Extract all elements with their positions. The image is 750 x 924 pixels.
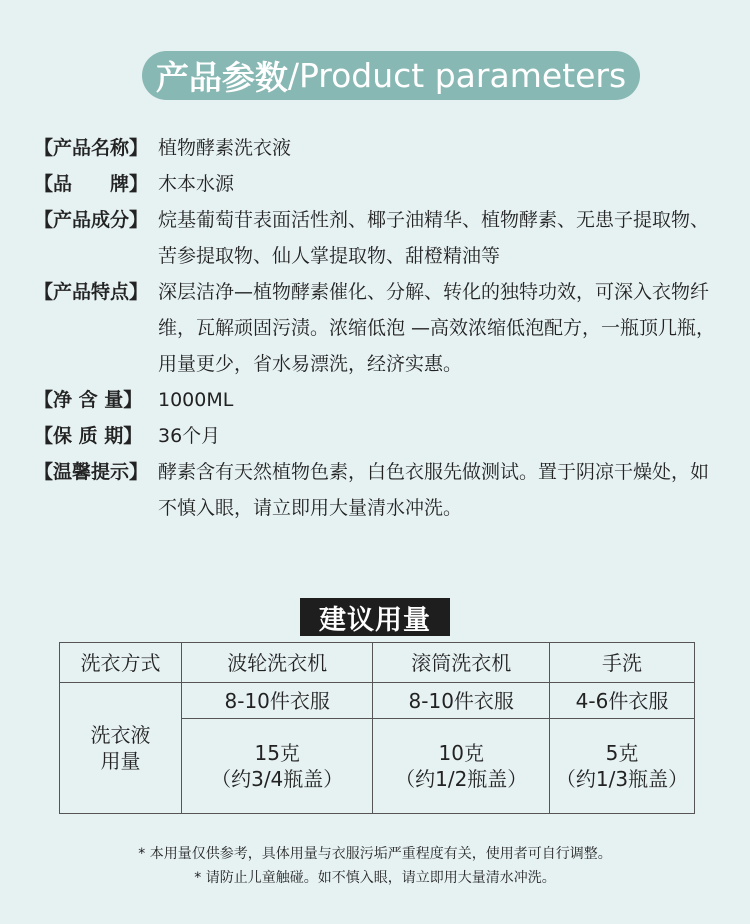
footnote: * 本用量仅供参考，具体用量与衣服污垢严重程度有关，使用者可自行调整。: [138, 846, 612, 862]
footnotes: [0, 842, 750, 890]
table-cell-amount: [181, 719, 372, 814]
param-label: 【保 质 期】: [34, 425, 143, 447]
table-cell-load: 8-10件衣服: [373, 683, 550, 719]
footnote: * 请防止儿童触碰。如不慎入眼，请立即用大量清水冲洗。: [194, 870, 556, 886]
table-header-cell: 波轮洗衣机: [181, 643, 372, 683]
table-row-loads: [60, 683, 695, 719]
table-cell-load: 4-6件衣服: [550, 683, 695, 719]
param-label: 【温馨提示】: [34, 461, 149, 483]
param-label: 【产品特点】: [34, 281, 149, 303]
usage-table: [59, 642, 695, 814]
param-value: 酵素含有天然植物色素，白色衣服先做测试。置于阴凉干燥处，如不慎入眼，请立即用大量清水冲洗。: [158, 461, 710, 519]
amount-caps: （约1/2瓶盖）: [395, 767, 528, 791]
section-title-product-parameters: [142, 51, 640, 100]
table-cell-amount: [550, 719, 695, 814]
param-value: 36个月: [158, 425, 221, 447]
table-cell-load: 8-10件衣服: [181, 683, 372, 719]
param-row-tips: [34, 454, 724, 526]
amount-value: 10克: [438, 741, 484, 765]
amount-caps: （约1/3瓶盖）: [555, 767, 689, 791]
amount-value: 5克: [605, 741, 639, 765]
param-label: 【净 含 量】: [34, 389, 143, 411]
table-header-cell: 手洗: [550, 643, 695, 683]
param-value: 木本水源: [158, 173, 235, 195]
param-row-name: [34, 130, 724, 166]
table-header-cell: 滚筒洗衣机: [373, 643, 550, 683]
param-value: 植物酵素洗衣液: [158, 137, 292, 159]
parameters-list: [34, 130, 724, 526]
row-label-line: 用量: [100, 749, 141, 773]
param-value: 1000ML: [158, 389, 234, 411]
param-row-shelf-life: [34, 418, 724, 454]
amount-value: 15克: [254, 741, 300, 765]
usage-heading: 建议用量: [300, 598, 450, 636]
row-label-cell: [60, 683, 182, 814]
table-cell-amount: [373, 719, 550, 814]
title-cn: 产品参数: [155, 58, 288, 97]
param-value: 深层洁净—植物酵素催化、分解、转化的独特功效，可深入衣物纤维，瓦解顽固污渍。浓缩低泡 —高效浓缩低泡配方，一瓶顶几瓶，用量更少，省水易漂洗，经济实惠。: [158, 281, 716, 375]
param-label: 【产品成分】: [34, 209, 149, 231]
amount-caps: （约3/4瓶盖）: [211, 767, 344, 791]
param-row-brand: [34, 166, 724, 202]
param-row-ingredients: [34, 202, 724, 274]
row-label-line: 洗衣液: [90, 723, 151, 747]
table-header-cell: 洗衣方式: [60, 643, 182, 683]
param-value: 烷基葡萄苷表面活性剂、椰子油精华、植物酵素、无患子提取物、苦参提取物、仙人掌提取物、甜橙精油等: [158, 209, 710, 267]
param-label: 【产品名称】: [34, 137, 149, 159]
table-header-row: [60, 643, 695, 683]
param-label: 【品 牌】: [34, 173, 149, 195]
title-en: /Product parameters: [287, 56, 627, 95]
param-row-net-content: [34, 382, 724, 418]
param-row-features: [34, 274, 724, 382]
